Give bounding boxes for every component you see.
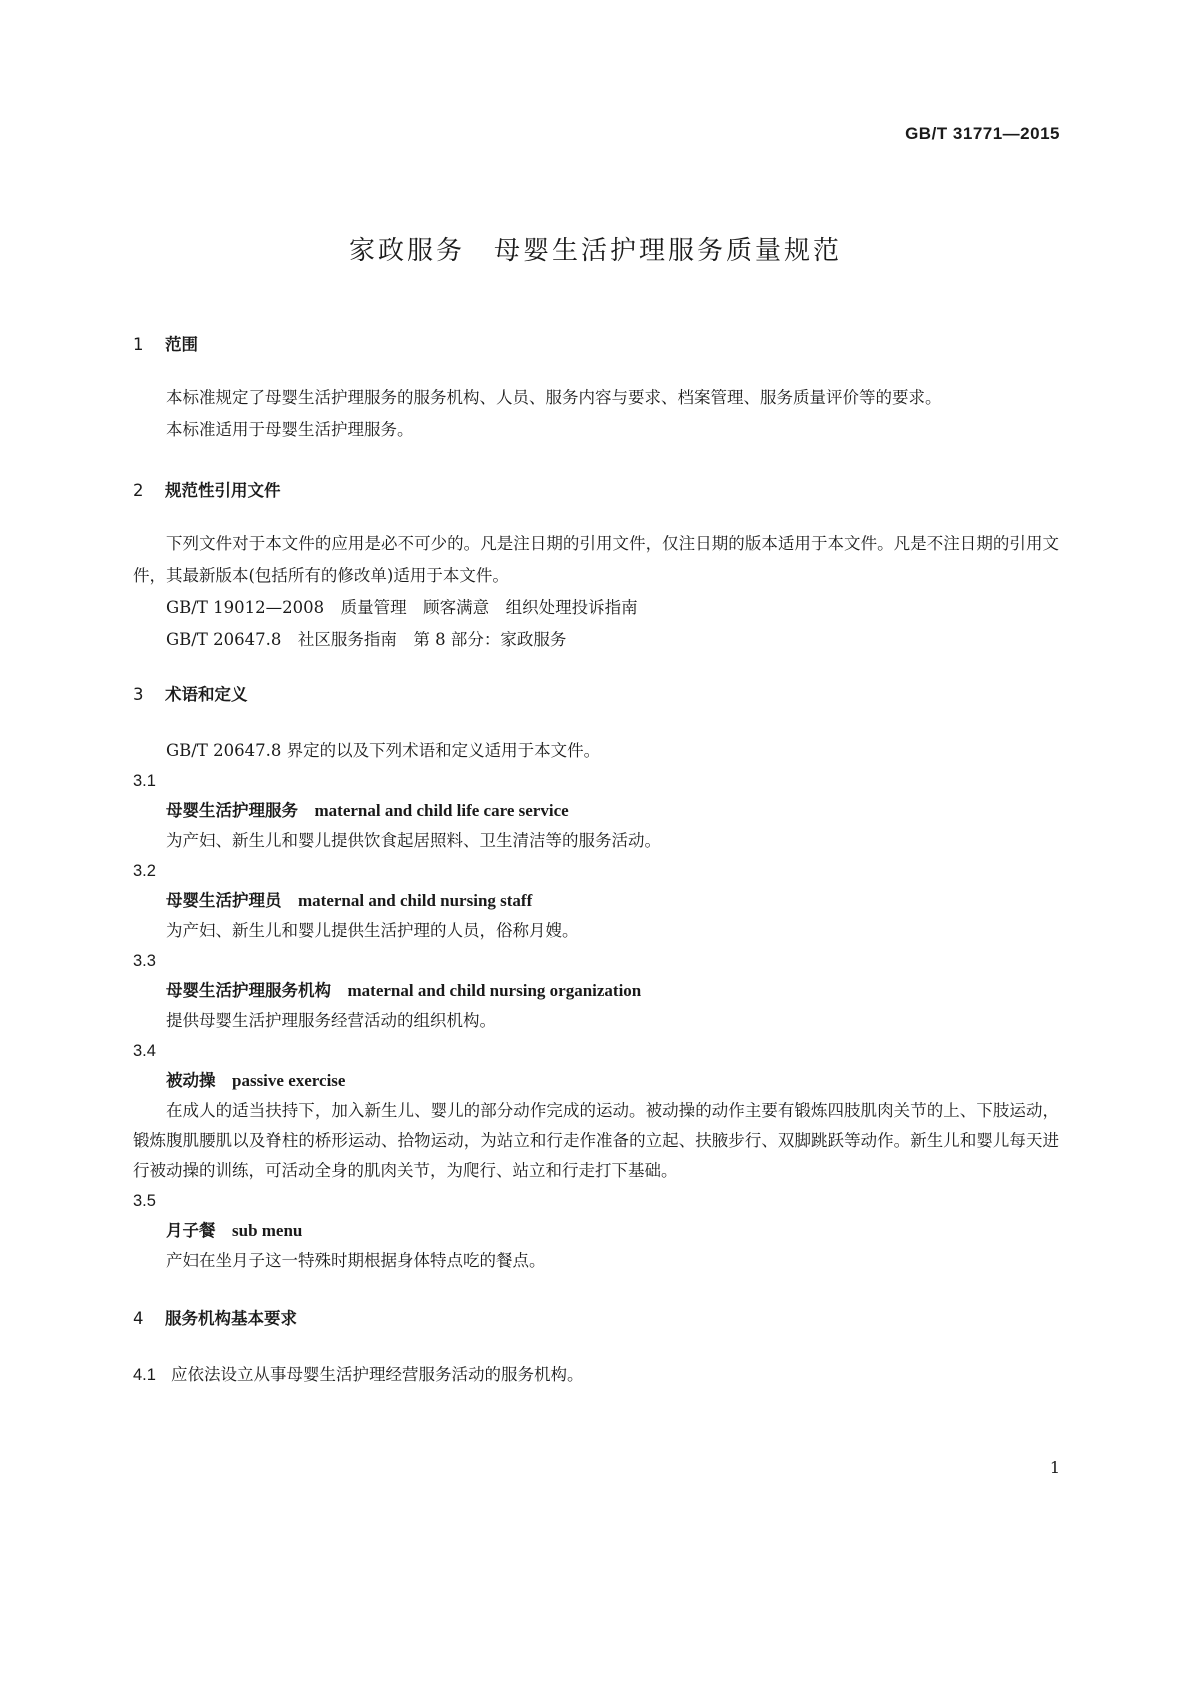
section-title: 范围: [165, 335, 198, 354]
document-body: [133, 330, 1059, 1390]
term-english: maternal and child nursing organization: [347, 981, 642, 1000]
clause-4-1: [133, 1360, 1059, 1390]
clause-number: 4.1: [133, 1366, 156, 1384]
paragraph: 下列文件对于本文件的应用是必不可少的。凡是注日期的引用文件，仅注日期的版本适用于本文件。凡是不注日期的引用文件，其最新版本(包括所有的修改单)适用于本文件。: [133, 534, 1059, 585]
term-chinese: 月子餐: [166, 1221, 216, 1240]
clause-text: 应依法设立从事母婴生活护理经营服务活动的服务机构。: [171, 1365, 584, 1384]
reference-item: GB/T 20647.8 社区服务指南 第 8 部分：家政服务: [166, 630, 567, 649]
term-chinese: 被动操: [166, 1071, 216, 1090]
term-chinese: 母婴生活护理员: [166, 891, 282, 910]
section-heading-terms: [133, 680, 1059, 710]
term-number: 3.4: [133, 1042, 156, 1060]
term-entry: [133, 886, 1059, 916]
term-number: 3.5: [133, 1192, 156, 1210]
reference-item: GB/T 19012—2008 质量管理 顾客满意 组织处理投诉指南: [166, 598, 638, 617]
term-entry: [133, 1066, 1059, 1096]
term-number: 3.2: [133, 862, 156, 880]
section-title: 规范性引用文件: [165, 481, 281, 500]
term-english: sub menu: [232, 1221, 303, 1240]
term-definition: 产妇在坐月子这一特殊时期根据身体特点吃的餐点。: [166, 1251, 546, 1270]
term-english: passive exercise: [232, 1071, 346, 1090]
term-entry: [133, 976, 1059, 1006]
section-heading-scope: [133, 330, 1059, 360]
section-title: 服务机构基本要求: [165, 1309, 297, 1328]
term-number: 3.1: [133, 772, 156, 790]
term-entry: [133, 1216, 1059, 1246]
term-definition: 提供母婴生活护理服务经营活动的组织机构。: [166, 1011, 496, 1030]
section-title: 术语和定义: [165, 685, 248, 704]
paragraph: GB/T 20647.8 界定的以及下列术语和定义适用于本文件。: [166, 741, 601, 760]
paragraph: 本标准规定了母婴生活护理服务的服务机构、人员、服务内容与要求、档案管理、服务质量评价等的要求。: [166, 388, 942, 407]
term-english: maternal and child nursing staff: [298, 891, 533, 910]
section-number: 1: [133, 335, 144, 354]
section-number: 3: [133, 685, 144, 704]
term-entry: [133, 796, 1059, 826]
term-number: 3.3: [133, 952, 156, 970]
term-english: maternal and child life care service: [314, 801, 569, 820]
paragraph: 本标准适用于母婴生活护理服务。: [166, 420, 414, 439]
page-number: 1: [1049, 1458, 1060, 1477]
term-definition: 在成人的适当扶持下，加入新生儿、婴儿的部分动作完成的运动。被动操的动作主要有锻炼四肢肌肉关节的上、下肢运动，锻炼腹肌腰肌以及脊柱的桥形运动、拾物运动，为站立和行走作准备的立起、扶腋步行、双脚跳跃等动作。新生儿和婴儿每天进行被动操的训练，可活动全身的肌肉关节，为爬行、站立和行走打下基础。: [133, 1101, 1059, 1180]
section-number: 4: [133, 1309, 144, 1328]
term-definition: 为产妇、新生儿和婴儿提供饮食起居照料、卫生清洁等的服务活动。: [166, 831, 661, 850]
section-heading-normative-references: [133, 476, 1059, 506]
section-number: 2: [133, 481, 144, 500]
section-heading-service-organization: [133, 1304, 1059, 1334]
term-definition: 为产妇、新生儿和婴儿提供生活护理的人员，俗称月嫂。: [166, 921, 579, 940]
standard-code: GB/T 31771—2015: [905, 124, 1060, 143]
term-chinese: 母婴生活护理服务机构: [166, 981, 331, 1000]
document-title: 家政服务 母婴生活护理服务质量规范: [348, 236, 842, 266]
term-chinese: 母婴生活护理服务: [166, 801, 298, 820]
